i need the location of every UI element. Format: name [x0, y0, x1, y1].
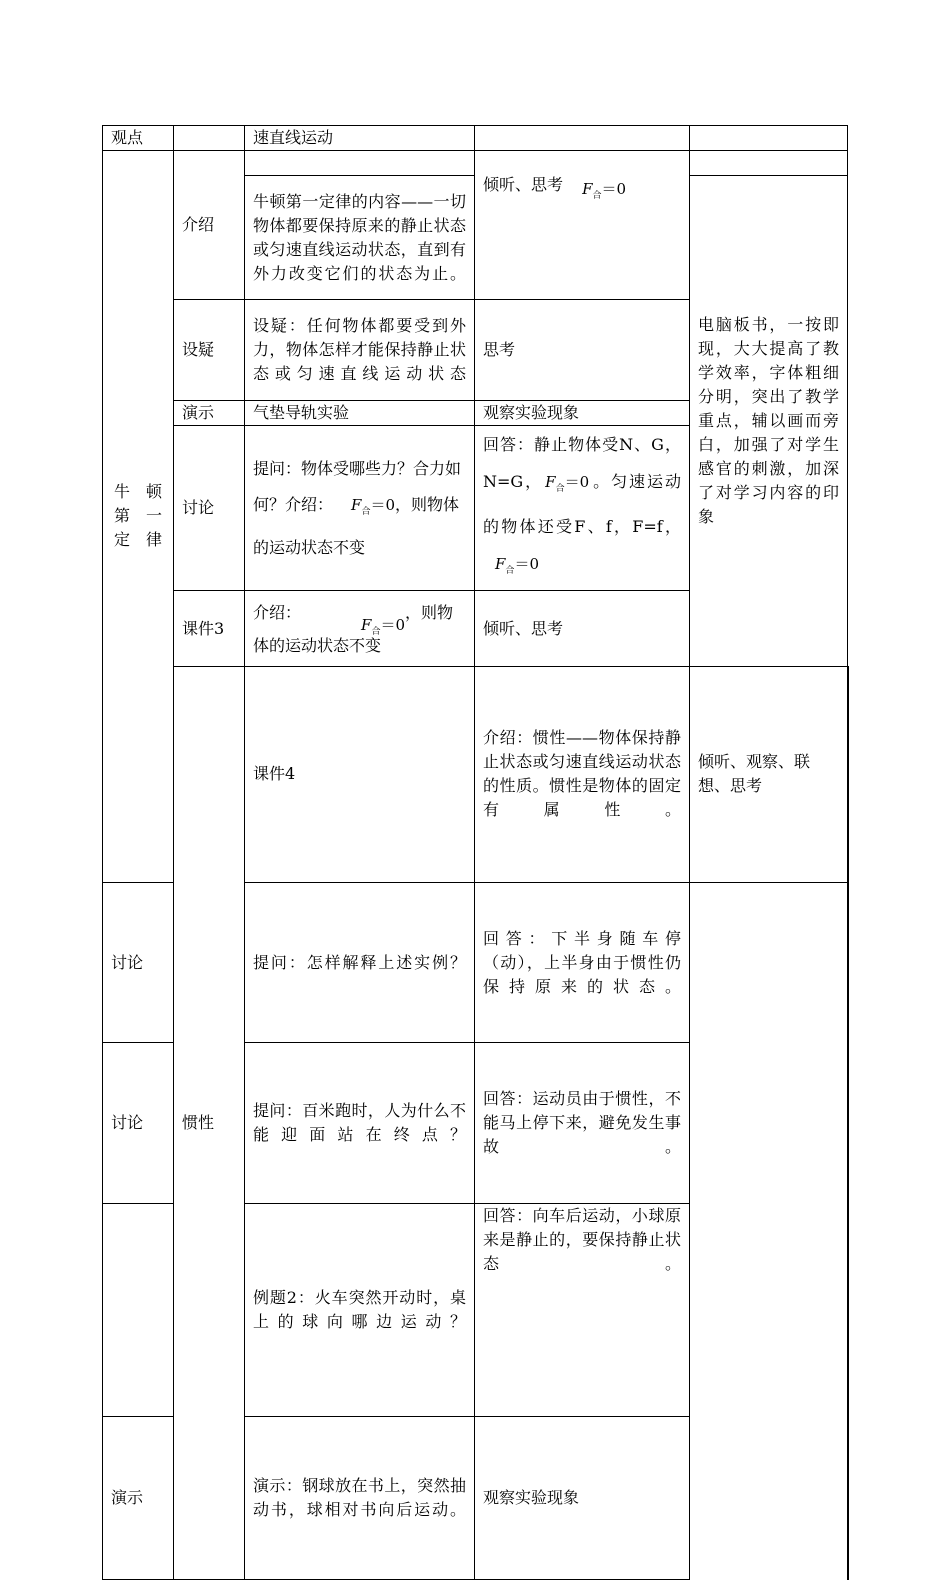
table-row [103, 151, 849, 176]
student-cell: 观察实验现象 [475, 401, 690, 426]
student-text: 回答：静止物体受N、G，N=G， [483, 435, 681, 491]
student-cell: 回答：向车后运动，小球原来是静止的，要保持静止状态。 [475, 1203, 690, 1417]
student-cell: 思考 [475, 300, 690, 401]
content-cell: 提问：怎样解释上述实例？ [245, 882, 475, 1042]
content-cell: 设疑：任何物体都要受到外力，物体怎样才能保持静止状态或匀速直线运动状态 [245, 300, 475, 401]
activity-cell: 介绍 [174, 151, 245, 300]
activity-cell [103, 1203, 174, 1417]
activity-cell: 课件3 [174, 591, 245, 667]
activity-cell: 演示 [174, 401, 245, 426]
table-row [103, 126, 849, 151]
student-cell: 观察实验现象 [475, 1417, 690, 1580]
content-cell: 介绍：惯性——物体保持静止状态或匀速直线运动状态的性质。惯性是物体的固定有属性。 [475, 667, 690, 883]
net-force-formula: $F_合=0$ [582, 180, 627, 201]
empty-cell [475, 126, 690, 151]
activity-cell: 讨论 [103, 882, 174, 1042]
empty-cell [245, 151, 475, 176]
content-cell: 演示：钢球放在书上，突然抽动书，球相对书向后运动。 [245, 1417, 475, 1580]
lesson-plan-table [102, 125, 849, 1580]
student-cell [475, 426, 690, 591]
student-cell: 倾听、观察、联想、思考 [690, 667, 848, 883]
student-text: 。匀速运动的物体还受F、f，F=f， [483, 472, 681, 536]
content-cell: 速直线运动 [245, 126, 475, 151]
content-text: 提问：物体受哪些力？合力如何？介绍： [253, 458, 462, 514]
activity-cell: 课件4 [245, 667, 475, 883]
activity-cell: 讨论 [174, 426, 245, 591]
student-cell: 回答：运动员由于惯性，不能马上停下来，避免发生事故。 [475, 1043, 690, 1203]
net-force-formula: $F_合=0$ [545, 473, 590, 494]
section-label-viewpoint: 观点 [103, 126, 174, 151]
student-cell [475, 151, 690, 300]
note-cell [848, 667, 849, 1580]
student-text: 倾听、思考 [483, 175, 564, 194]
activity-cell: 讨论 [103, 1043, 174, 1203]
empty-cell [690, 151, 848, 176]
content-cell: 牛顿第一定律的内容——一切物体都要保持原来的静止状态或匀速直线运动状态，直到有外力改变它们的状态为止。 [245, 176, 475, 300]
net-force-formula: $F_合=0$ [361, 615, 405, 637]
content-text: ，则物体的运动状态不变 [253, 494, 460, 557]
activity-cell: 演示 [103, 1417, 174, 1580]
content-cell: 提问：百米跑时，人为什么不能迎面站在终点？ [245, 1043, 475, 1203]
note-cell: 电脑板书，一按即现，大大提高了教学效率，字体粗细分明，突出了教学重点，辅以画而旁白，加强了对学生感官的刺激，加深了对学习内容的印象 [690, 176, 848, 667]
content-text: ，则物体的运动状态不变 [253, 602, 454, 655]
table-row [103, 667, 849, 883]
section-label-text: 牛 顿 第 一 定律 [114, 482, 162, 550]
section-label-newton [103, 151, 174, 883]
content-cell: 例题2：火车突然开动时，桌上的球向哪边运动？ [245, 1203, 475, 1417]
empty-cell [174, 126, 245, 151]
section-label-inertia: 惯性 [174, 667, 245, 1580]
student-cell: 回答：下半身随车停（动），上半身由于惯性仍保持原来的状态。 [475, 882, 690, 1042]
student-cell: 倾听、思考 [475, 591, 690, 667]
content-cell [245, 426, 475, 591]
empty-cell [690, 126, 848, 151]
net-force-formula: $F_合=0$ [495, 555, 539, 576]
content-text: 介绍： [253, 602, 302, 622]
net-force-formula: $F_合=0$ [351, 495, 395, 517]
activity-cell: 设疑 [174, 300, 245, 401]
content-cell [245, 591, 475, 667]
content-cell: 气垫导轨实验 [245, 401, 475, 426]
